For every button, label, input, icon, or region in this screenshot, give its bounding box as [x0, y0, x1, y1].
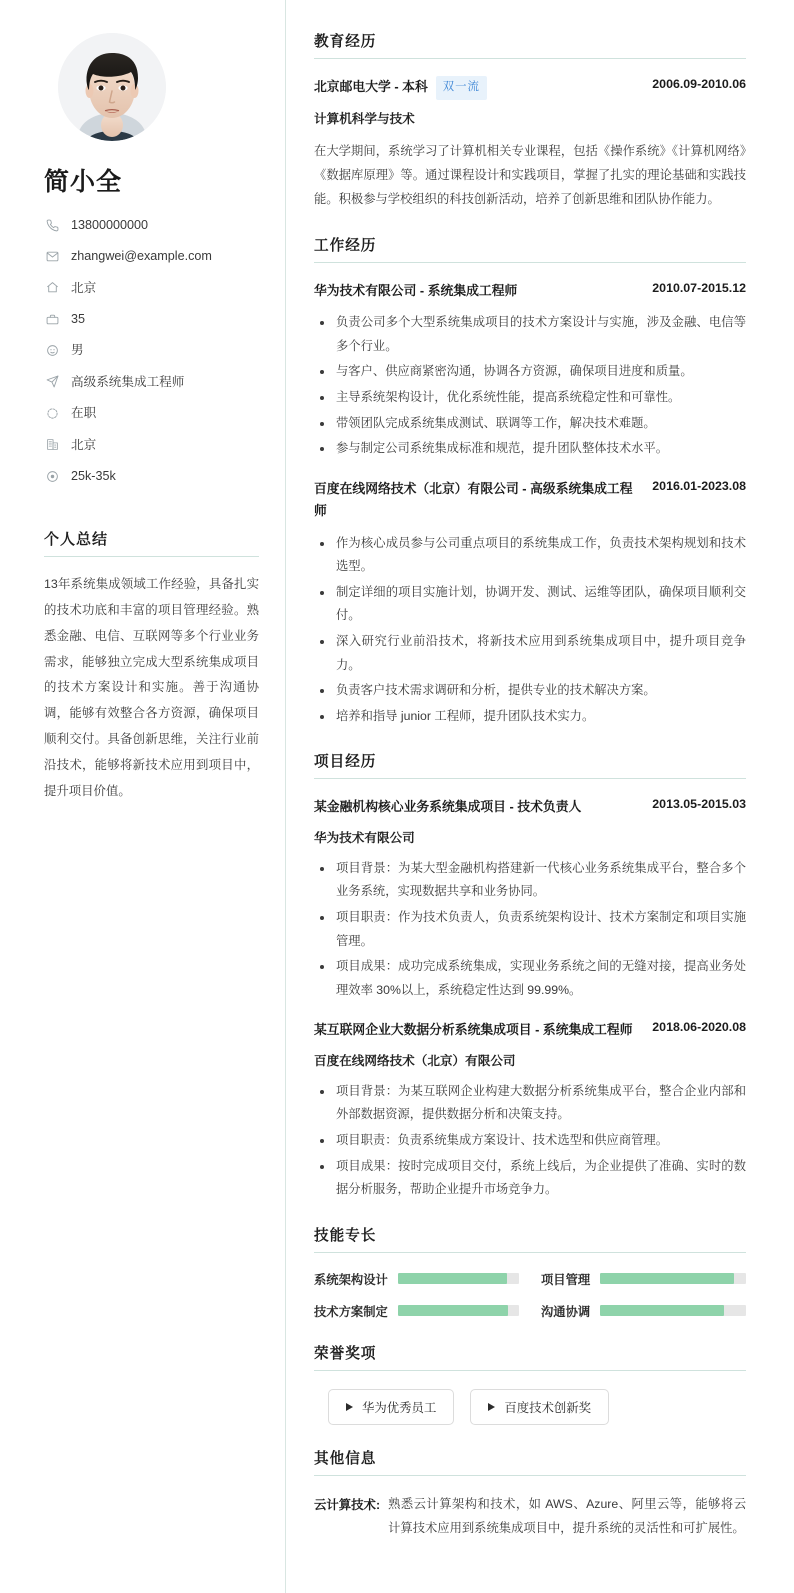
play-triangle-icon — [488, 1403, 495, 1411]
education-school-label: 北京邮电大学 - 本科 — [314, 79, 428, 94]
awards-section — [314, 1342, 746, 1425]
awards-row — [314, 1389, 746, 1425]
list-item: 主导系统架构设计，优化系统性能，提高系统稳定性和可靠性。 — [314, 386, 746, 410]
contact-age — [44, 311, 259, 327]
work-entry-title: 华为技术有限公司 - 系统集成工程师 — [314, 282, 518, 298]
project-entry-bullets — [314, 857, 746, 1003]
list-item: 参与制定公司系统集成标准和规范，提升团队整体技术水平。 — [314, 437, 746, 461]
list-item: 项目成果：按时完成项目交付，系统上线后，为企业提供了准确、实时的数据分析服务，帮助企业提升市场竞争力。 — [314, 1155, 746, 1202]
other-info-value: 熟悉云计算架构和技术，如 AWS、Azure、阿里云等，能够将云计算技术应用到系统集成项目中，提升系统的灵活性和可扩展性。 — [388, 1496, 746, 1535]
other-info-label: 云计算技术: — [314, 1497, 381, 1512]
list-item: 项目成果：成功完成系统集成，实现业务系统之间的无缝对接，提高业务处理效率 30%以上，系统稳定性达到 99.99%。 — [314, 955, 746, 1002]
projects-section — [314, 750, 746, 1201]
project-entry-date: 2013.05-2015.03 — [652, 797, 746, 812]
list-item: 培养和指导 junior 工程师，提升团队技术实力。 — [314, 705, 746, 729]
award-chip[interactable] — [328, 1389, 454, 1425]
list-item: 项目职责：负责系统集成方案设计、技术选型和供应商管理。 — [314, 1129, 746, 1153]
status-badge: 双一流 — [436, 76, 487, 100]
other-info-section — [314, 1447, 746, 1541]
summary-section-title: 个人总结 — [44, 528, 259, 557]
education-section-title: 教育经历 — [314, 30, 746, 59]
education-major: 计算机科学与技术 — [314, 111, 415, 126]
skill-progress-fill — [600, 1273, 734, 1284]
work-entry-title: 百度在线网络技术（北京）有限公司 - 高级系统集成工程师 — [314, 480, 633, 519]
other-info-row — [314, 1493, 746, 1541]
award-label: 华为优秀员工 — [362, 1400, 437, 1415]
skill-row — [314, 1270, 519, 1288]
project-entry-title: 某金融机构核心业务系统集成项目 - 技术负责人 — [314, 799, 582, 815]
list-item: 与客户、供应商紧密沟通，协调各方资源，确保项目进度和质量。 — [314, 360, 746, 384]
project-entry — [314, 796, 746, 1002]
contact-status-value: 在职 — [71, 406, 97, 421]
skill-progress-track — [398, 1305, 519, 1316]
skills-section — [314, 1224, 746, 1320]
list-item: 负责公司多个大型系统集成项目的技术方案设计与实施，涉及金融、电信等多个行业。 — [314, 311, 746, 358]
skill-progress-fill — [398, 1305, 508, 1316]
skill-row — [314, 1302, 519, 1320]
briefcase-icon — [44, 313, 61, 326]
work-section — [314, 234, 746, 729]
work-entry — [314, 478, 746, 729]
contact-salary — [44, 468, 259, 484]
contact-workplace — [44, 437, 259, 453]
education-entry-head — [314, 76, 746, 100]
gender-icon — [44, 344, 61, 357]
education-school — [314, 76, 638, 100]
work-section-title: 工作经历 — [314, 234, 746, 263]
contact-gender — [44, 342, 259, 358]
project-company: 华为技术有限公司 — [314, 830, 415, 845]
summary-text: 13年系统集成领域工作经验，具备扎实的技术功底和丰富的项目管理经验。熟悉金融、电信、互联网等多个行业业务需求，能够独立完成大型系统集成项目的技术方案设计和实施。善于沟通协调，能够有效整合各方资源，确保项目顺利交付。具备创新思维，关注行业前沿技术，能够将新技术应用到项目中，提升项目价值。 — [44, 577, 259, 798]
award-label: 百度技术创新奖 — [504, 1400, 592, 1415]
contact-phone — [44, 217, 259, 233]
list-item: 项目背景：为某大型金融机构搭建新一代核心业务系统集成平台，整合多个业务系统，实现数据共享和业务协同。 — [314, 857, 746, 904]
skill-row — [541, 1270, 746, 1288]
contact-job-title-value: 高级系统集成工程师 — [71, 374, 185, 389]
skill-progress-track — [600, 1273, 746, 1284]
contact-job-title — [44, 374, 259, 390]
coin-icon — [44, 470, 61, 483]
work-entry-date: 2010.07-2015.12 — [652, 280, 746, 295]
contact-list — [44, 217, 259, 484]
building-icon — [44, 438, 61, 451]
contact-age-value: 35 — [71, 312, 86, 327]
work-entry-bullets — [314, 311, 746, 461]
project-entry-bullets — [314, 1080, 746, 1202]
contact-location — [44, 280, 259, 296]
skill-row — [541, 1302, 746, 1320]
skill-progress-track — [600, 1305, 746, 1316]
work-entry-bullets — [314, 532, 746, 729]
project-company: 百度在线网络技术（北京）有限公司 — [314, 1053, 516, 1068]
skills-grid — [314, 1270, 746, 1320]
work-entry — [314, 280, 746, 461]
contact-email — [44, 248, 259, 264]
summary-section — [44, 528, 259, 804]
list-item: 作为核心成员参与公司重点项目的系统集成工作，负责技术架构规划和技术选型。 — [314, 532, 746, 579]
contact-email-value: zhangwei@example.com — [71, 249, 212, 264]
contact-status — [44, 405, 259, 421]
paper-plane-icon — [44, 375, 61, 388]
skill-label: 沟通协调 — [541, 1304, 591, 1319]
contact-location-value: 北京 — [71, 280, 97, 295]
education-description: 在大学期间，系统学习了计算机相关专业课程，包括《操作系统》《计算机网络》《数据库原理》等。通过课程设计和实践项目，掌握了扎实的理论基础和实践技能。积极参与学校组织的科技创新活动，培养了创新思维和团队协作能力。 — [314, 143, 746, 206]
work-entry-head — [314, 280, 746, 302]
list-item: 负责客户技术需求调研和分析，提供专业的技术解决方案。 — [314, 679, 746, 703]
education-date: 2006.09-2010.06 — [652, 77, 746, 91]
skill-label: 系统架构设计 — [314, 1272, 388, 1287]
contact-salary-value: 25k-35k — [71, 468, 116, 483]
work-entry-head — [314, 478, 746, 523]
refresh-icon — [44, 407, 61, 420]
education-section — [314, 30, 746, 212]
portrait-avatar-icon — [58, 33, 166, 141]
avatar — [58, 33, 166, 141]
page-title: 简小全 — [44, 168, 123, 196]
skills-section-title: 技能专长 — [314, 1224, 746, 1253]
list-item: 项目职责：作为技术负责人，负责系统架构设计、技术方案制定和项目实施管理。 — [314, 906, 746, 953]
skill-label: 项目管理 — [541, 1272, 591, 1287]
contact-phone-value: 13800000000 — [71, 218, 149, 232]
list-item: 制定详细的项目实施计划，协调开发、测试、运维等团队，确保项目顺利交付。 — [314, 581, 746, 628]
contact-workplace-value: 北京 — [71, 437, 97, 452]
skill-progress-track — [398, 1273, 519, 1284]
list-item: 项目背景：为某互联网企业构建大数据分析系统集成平台，整合企业内部和外部数据资源，提供数据分析和决策支持。 — [314, 1080, 746, 1127]
other-info-section-title: 其他信息 — [314, 1447, 746, 1476]
list-item: 深入研究行业前沿技术，将新技术应用到系统集成项目中，提升项目竞争力。 — [314, 630, 746, 677]
work-entry-date: 2016.01-2023.08 — [652, 478, 746, 493]
project-entry-head — [314, 796, 746, 818]
projects-section-title: 项目经历 — [314, 750, 746, 779]
awards-section-title: 荣誉奖项 — [314, 1342, 746, 1371]
project-entry-date: 2018.06-2020.08 — [652, 1020, 746, 1035]
play-triangle-icon — [346, 1403, 353, 1411]
project-entry-title: 某互联网企业大数据分析系统集成项目 - 系统集成工程师 — [314, 1022, 633, 1038]
home-icon — [44, 281, 61, 294]
project-entry-head — [314, 1019, 746, 1041]
skill-progress-fill — [600, 1305, 724, 1316]
education-entry — [314, 76, 746, 212]
skill-label: 技术方案制定 — [314, 1304, 388, 1319]
mail-icon — [44, 250, 61, 263]
award-chip[interactable] — [470, 1389, 609, 1425]
skill-progress-fill — [398, 1273, 507, 1284]
list-item: 带领团队完成系统集成测试、联调等工作，解决技术难题。 — [314, 412, 746, 436]
project-entry — [314, 1019, 746, 1201]
contact-gender-value: 男 — [71, 343, 84, 358]
phone-icon — [44, 219, 61, 232]
